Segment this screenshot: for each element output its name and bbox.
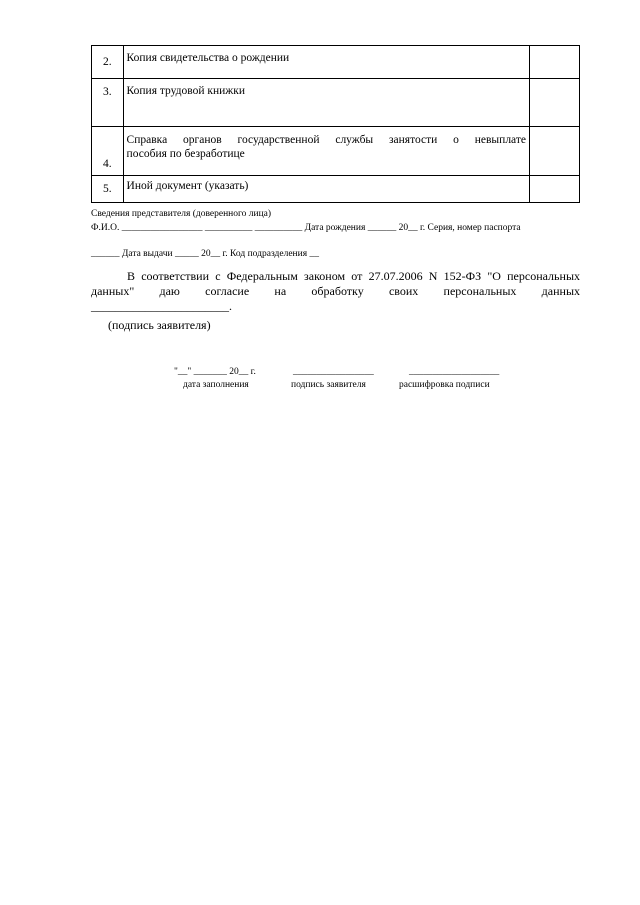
signature-decoding-blank[interactable]: ___________________ [409,367,500,377]
check-cell[interactable] [530,176,580,203]
signature-decoding-caption: расшифровка подписи [399,380,490,390]
representative-issue-line[interactable]: ______ Дата выдачи _____ 20__ г. Код подразделения __ [91,249,319,259]
document-name: Иной документ (указать) [123,176,529,203]
row-number: 2. [92,46,124,79]
consent-line1: В соответствии с Федеральным законом от 27.07.2006 N 152-ФЗ "О персональных [127,269,580,283]
row-number: 3. [92,79,124,127]
consent-signature-label: (подпись заявителя) [108,318,211,332]
row-number: 4. [92,127,124,176]
check-cell[interactable] [530,79,580,127]
applicant-signature-caption: подпись заявителя [291,380,366,390]
document-name: Копия трудовой книжки [123,79,529,127]
representative-fio-line[interactable]: Ф.И.О. _________________ __________ __________ Дата рождения ______ 20__ г. Серия, номер паспорта [91,223,521,233]
consent-line2: данных" даю согласие на обработку своих персональных данных [91,284,580,298]
check-cell[interactable] [530,46,580,79]
check-cell[interactable] [530,127,580,176]
consent-paragraph [91,269,580,314]
fill-date-blank[interactable]: "__" _______ 20__ г. [174,367,256,377]
table-row [92,79,580,127]
fill-date-caption: дата заполнения [183,380,249,390]
document-name [123,127,529,176]
document-name-line2: пособия по безработице [126,148,245,160]
table-row [92,46,580,79]
document-name-line1: Справка органов государственной службы занятости о невыплате [126,134,526,146]
table-row [92,127,580,176]
table-row [92,176,580,203]
row-number: 5. [92,176,124,203]
consent-signature-blank[interactable]: _______________________. [91,299,232,313]
representative-title: Сведения представителя (доверенного лица) [91,209,272,219]
document-name: Копия свидетельства о рождении [123,46,529,79]
applicant-signature-blank[interactable]: _________________ [293,367,374,377]
documents-table [91,45,580,203]
